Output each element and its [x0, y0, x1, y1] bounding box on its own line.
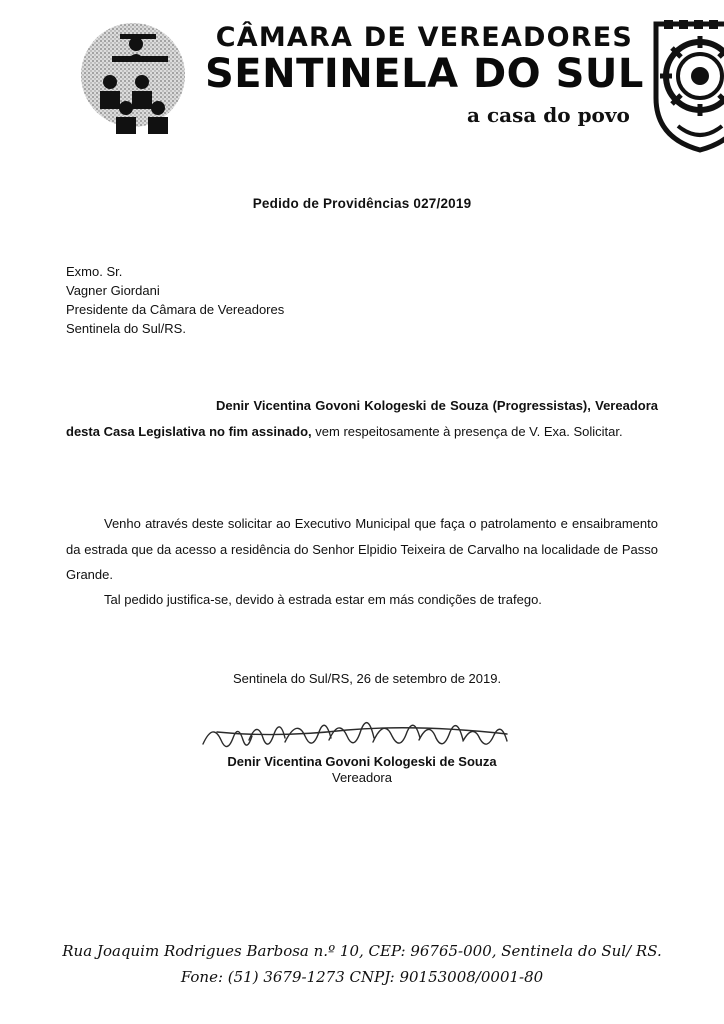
request-block	[66, 511, 658, 612]
header-slogan: a casa do povo	[467, 103, 630, 127]
addressee-line-2: Vagner Giordani	[66, 282, 160, 298]
signature-role: Vereadora	[332, 769, 392, 785]
addressee-line-1: Exmo. Sr.	[66, 264, 123, 279]
place-and-date: Sentinela do Sul/RS, 26 de setembro de 2019.	[232, 670, 502, 686]
handwritten-signature	[197, 714, 527, 752]
document-subject: Pedido de Providências 027/2019	[252, 196, 472, 211]
header-title-line1: CÂMARA DE VEREADORES	[215, 22, 634, 53]
intro-rest: vem respeitosamente à presença de V. Exa. Solicitar.	[311, 424, 623, 440]
addressee-block	[66, 263, 658, 338]
addressee-line-3: Presidente da Câmara de Vereadores	[66, 301, 285, 317]
signature-name: Denir Vicentina Govoni Kologeski de Souza	[227, 753, 497, 769]
request-paragraph-1: Venho através deste solicitar ao Executivo Municipal que faça o patrolamento e ensaibramento da estrada que da acesso a residência do Senhor Elpidio Teixeira de Carvalho na localidade de Passo Grande.	[66, 516, 658, 583]
footer-address: Rua Joaquim Rodrigues Barbosa n.º 10, CEP: 96765-000, Sentinela do Sul/ RS.	[62, 942, 662, 960]
footer-contact: Fone: (51) 3679-1273 CNPJ: 90153008/0001-80	[180, 967, 544, 986]
request-paragraph-2: Tal pedido justifica-se, devido à estrada estar em más condições de trafego.	[104, 592, 542, 608]
signature-area	[66, 714, 658, 785]
document-body	[0, 196, 724, 785]
addressee-line-4: Sentinela do Sul/RS.	[66, 320, 186, 336]
camara-assembly-people-logo	[76, 20, 201, 135]
intro-author-bold: Denir Vicentina Govoni Kologeski de Souza (Progressistas), Vereadora desta Casa Legislativa no fim assinado,	[66, 398, 658, 440]
document-header	[0, 0, 724, 170]
document-footer	[0, 939, 724, 990]
municipal-coat-of-arms	[648, 14, 724, 154]
header-title-line2: SENTINELA DO SUL	[205, 51, 644, 97]
intro-paragraph	[66, 393, 658, 445]
header-titles	[201, 24, 648, 127]
